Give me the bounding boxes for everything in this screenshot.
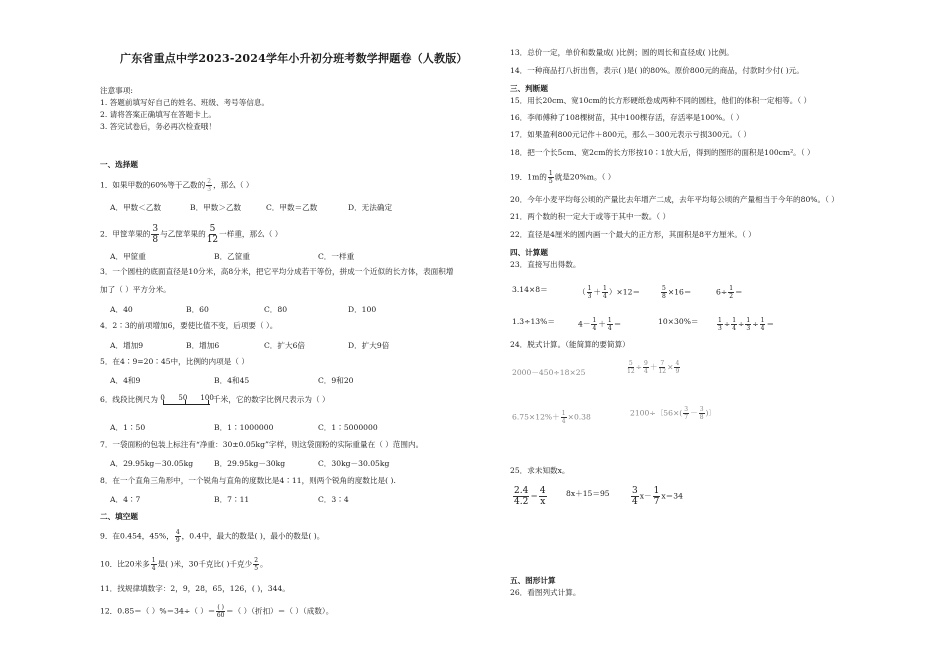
question-23: 23．直接写出得数。 xyxy=(510,260,581,269)
question-24: 24．脱式计算。（能简算的要简算） xyxy=(510,340,630,349)
option: A．增加9 xyxy=(110,341,144,350)
question-6: 6．线段比例尺为 0 50 100 千米，它的数字比例尺表示为（ ） xyxy=(100,393,330,407)
question-13: 13．总价一定，单价和数量成( )比例；圆的周长和直径成( )比例。 xyxy=(510,48,734,57)
notice-item: 2. 请将答案正确填写在答题卡上。 xyxy=(100,110,216,119)
option: C．1∶5000000 xyxy=(318,423,378,432)
notice-item: 3. 答完试卷后，务必再次检查哦！ xyxy=(100,122,216,131)
question-18: 18．把一个长5cm、宽2cm的长方形按10∶1放大后，得到的图形的面积是100cm²。（ ） xyxy=(510,148,815,157)
option: A．4∶7 xyxy=(110,495,141,504)
calc-item: $\frac{5}{8}$ ×16＝ xyxy=(662,285,692,300)
expression: $\frac{5}{12}$ ÷ $\frac{9}{4}$ ＋ $\frac{7}{12}$ × $\frac{4}{9}$ xyxy=(627,360,680,375)
option: D．100 xyxy=(348,305,377,314)
option: A．1∶50 xyxy=(110,423,146,432)
option: A．4和9 xyxy=(110,376,141,385)
expression: 2100÷〔56×( $\frac{3}{7}$ － $\frac{3}{8}$ )〕 xyxy=(630,406,717,421)
calc-item: $\frac{1}{3}$ ÷ $\frac{1}{4}$ ÷ $\frac{1}{3}$ ÷ $\frac{1}{4}$ ＝ xyxy=(718,317,775,332)
question-19: 19．1m的 $\frac{1}{5}$ 就是20%m。（ ） xyxy=(510,170,616,185)
question-12: 12．0.85＝（ ）%＝34÷（ ）＝ $\frac{( )}{60}$ ＝（ ）（折扣）＝（ ）（成数）。 xyxy=(100,604,334,619)
option: A．40 xyxy=(110,305,133,314)
option: A．甲数＜乙数 xyxy=(110,203,162,212)
expression: 6.75×12%＋ $\frac{1}{4}$ ×0.38 xyxy=(512,410,591,425)
question-16: 16．李师傅种了108棵树苗，其中100棵存活，存活率是100%。（ ） xyxy=(510,113,744,122)
notice-item: 1. 答题前填写好自己的姓名、班级、考号等信息。 xyxy=(100,98,270,107)
section-fill: 二、填空题 xyxy=(100,512,138,521)
option: B．甲数＞乙数 xyxy=(190,203,242,212)
equation: 8x＋15＝95 xyxy=(566,489,610,498)
question-26: 26．看图列式计算。 xyxy=(510,588,581,597)
page-title: 广东省重点中学2023-2024学年小升初分班考数学押题卷（人教版） xyxy=(120,52,468,65)
calc-item: 10×30%＝ xyxy=(658,317,699,326)
question-10: 10．比20米多 $\frac{1}{4}$ 是( )米，30千克比( )千克少 $\frac{2}{5}$ 。 xyxy=(100,557,268,572)
option: C．9和20 xyxy=(318,376,354,385)
question-21: 21．两个数的积一定大于或等于其中一数。（ ） xyxy=(510,212,671,221)
option: B．29.95kg－30kg xyxy=(214,459,286,468)
question-17: 17．如果盈利800元记作＋800元，那么－300元表示亏损300元。（ ） xyxy=(510,130,751,139)
option: C．甲数＝乙数 xyxy=(266,203,318,212)
option: C．30kg－30.05kg xyxy=(318,459,390,468)
question-14: 14．一种商品打八折出售，表示( )是( )的80%。原价800元的商品，付款时少付( )元。 xyxy=(510,66,804,75)
section-judge: 三、判断题 xyxy=(510,84,548,93)
scale-ruler: 0 50 100 xyxy=(160,393,218,407)
option: A．29.95kg－30.05kg xyxy=(110,459,194,468)
question-11: 11．找规律填数字：2，9，28，65，126，( )，344。 xyxy=(100,584,290,593)
option: C．扩大6倍 xyxy=(264,341,306,350)
equation: $\frac{2.4}{4.2}$ ＝ $\frac{4}{x}$ xyxy=(514,486,546,507)
question-4: 4．2∶3的前项增加6，要使比值不变，后项要（ ）。 xyxy=(100,321,278,330)
question-15: 15．用长20cm、宽10cm的长方形硬纸卷成两种不同的圆柱，他们的体积一定相等。（ ） xyxy=(510,96,812,105)
calc-item: （ $\frac{1}{3}$ ＋ $\frac{1}{4}$ ）×12＝ xyxy=(578,285,641,300)
option: B．7∶11 xyxy=(214,495,250,504)
question-9: 9．在0.454，45%， $\frac{4}{9}$ ，0.4中，最大的数是( )，最小的数是( )。 xyxy=(100,529,325,544)
question-7: 7．一袋面粉的包装上标注有“净重：30±0.05kg”字样，则这袋面粉的实际重量在（ ）范围内。 xyxy=(100,440,424,449)
option: A．甲筐重 xyxy=(110,252,146,261)
question-3-cont: 加了（ ）平方分米。 xyxy=(100,285,171,294)
equation: $\frac{3}{4}$ x－ $\frac{1}{7}$ x＝34 xyxy=(632,486,683,507)
option: C．80 xyxy=(264,305,288,314)
question-22: 22．直径是4厘米的圆内画一个最大的正方形，其面积是8平方厘米。（ ） xyxy=(510,230,756,239)
option: B．乙筐重 xyxy=(214,252,250,261)
notice-heading: 注意事项: xyxy=(100,86,133,95)
calc-item: 6÷ $\frac{1}{2}$ ＝ xyxy=(716,285,743,300)
option: C．3∶4 xyxy=(318,495,349,504)
calc-item: 1.3÷13%＝ xyxy=(512,317,555,326)
option: B．60 xyxy=(186,305,209,314)
option: B．4和45 xyxy=(214,376,250,385)
question-25: 25．求未知数x。 xyxy=(510,466,570,475)
section-choice: 一、选择题 xyxy=(100,160,138,169)
option: C．一样重 xyxy=(318,252,355,261)
option: B．1∶1000000 xyxy=(214,423,274,432)
question-8: 8．在一个直角三角形中，一个锐角与直角的度数比是4∶11，则两个锐角的度数比是( ). xyxy=(100,476,396,485)
expression: 2000－450÷18×25 xyxy=(512,368,586,377)
section-calc: 四、计算题 xyxy=(510,248,548,257)
section-geo: 五、图形计算 xyxy=(510,576,556,585)
question-1: 1．如果甲数的60%等于乙数的 $\frac{2}{3}$ ，那么（ ） xyxy=(100,178,254,193)
calc-item: 4－ $\frac{1}{4}$ ＋ $\frac{1}{4}$ ＝ xyxy=(578,317,622,332)
option: D．扩大9倍 xyxy=(348,341,390,350)
option: B．增加6 xyxy=(186,341,220,350)
calc-item: 3.14×8＝ xyxy=(512,285,548,294)
question-20: 20．今年小麦平均每公顷的产量比去年增产二成，去年平均每公顷的产量相当于今年的80%。（ ） xyxy=(510,195,839,204)
question-5: 5．在4∶9=20∶45中，比例的内项是（ ） xyxy=(100,357,249,366)
option: D．无法确定 xyxy=(348,203,393,212)
question-3: 3．一个圆柱的底面直径是10分米，高8分米，把它平均分成若干等份，拼成一个近似的长方体，表面积增 xyxy=(100,267,454,276)
question-2: 2．甲筐苹果的 $\frac{3}{8}$ 与乙筐苹果的 $\frac{5}{12}$ 一样重，那么（ ） xyxy=(100,224,283,245)
